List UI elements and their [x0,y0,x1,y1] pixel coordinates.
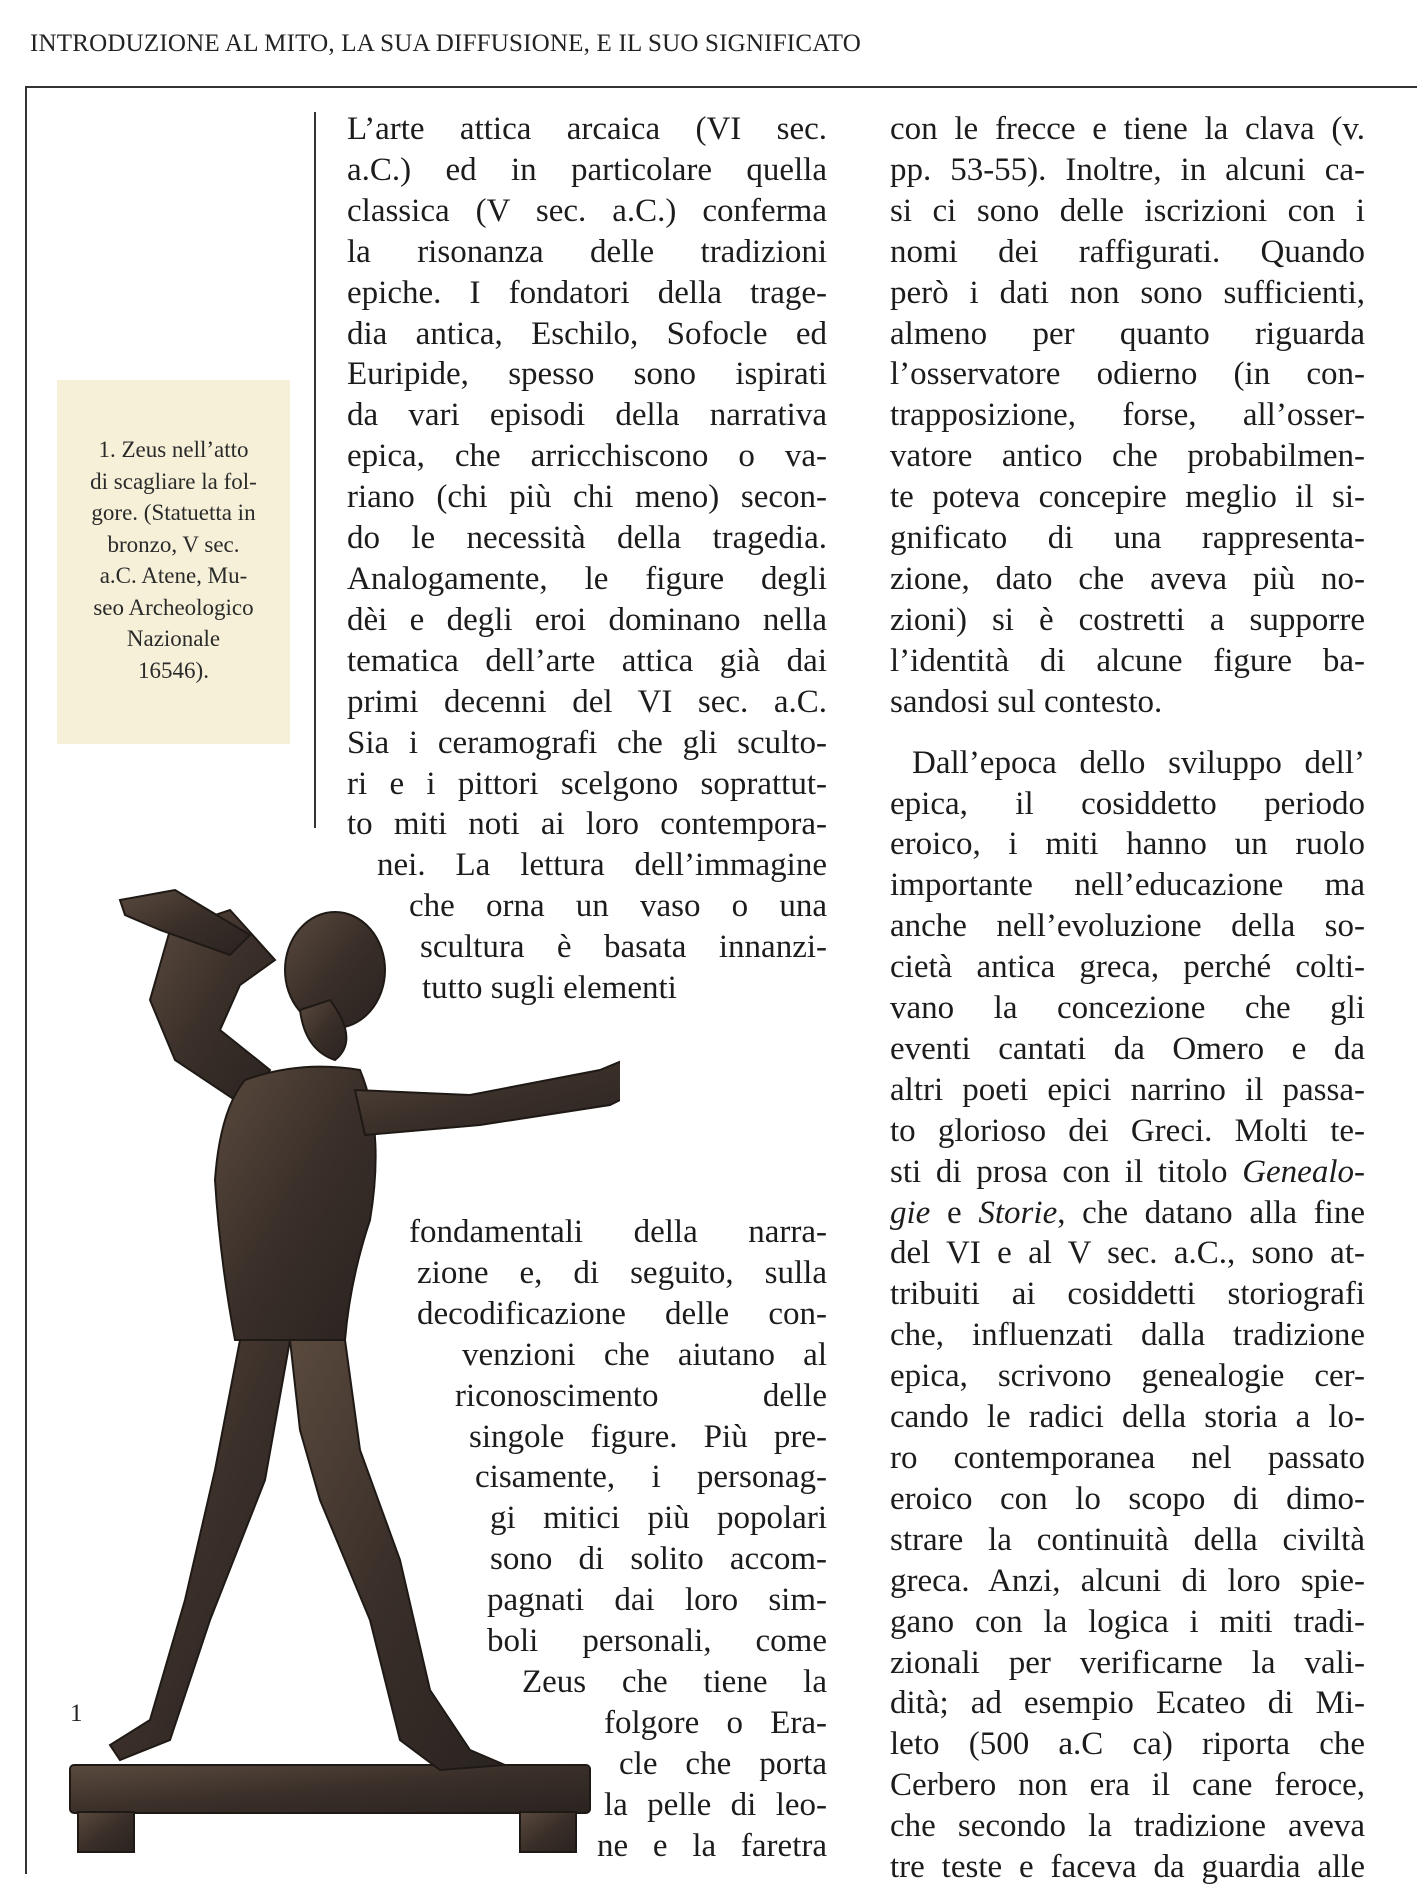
text-line: venzioni che aiutano al [462,1336,827,1373]
text-line: cisamente, i personag- [475,1459,827,1496]
text-line: pagnati dai loro sim- [487,1582,827,1619]
column-rule [314,112,316,828]
text-line: to glorioso dei Greci. Molti te- [890,1112,1365,1149]
text-line: dità; ad esempio Ecateo di Mi- [890,1685,1365,1722]
caption-line: 16546). [138,657,209,683]
text-line: decodificazione delle con- [417,1295,827,1332]
text-line: altri poeti epici narrino il passa- [890,1071,1365,1108]
column-1-top [347,109,827,845]
text-line: Zeus che tiene la [522,1663,827,1700]
frame-left-rule [25,86,27,1874]
caption-line: a.C. Atene, Mu- [99,563,248,588]
text-line: epiche. I fondatori della trage- [347,274,827,311]
text-line: l’osservatore odierno (in con- [890,356,1365,393]
text-line: do le necessità della tragedia. [347,520,827,557]
text-line: sandosi sul contesto. [890,683,1163,720]
text-line: strare la continuità della civiltà [890,1521,1365,1558]
column-1-bottom [347,1212,827,1867]
text-line: primi decenni del VI sec. a.C. [347,683,827,720]
column-2 [890,109,1365,1888]
text-line: Dall’epoca dello sviluppo dell’ [912,744,1365,781]
caption-line: seo Archeologico [93,594,254,620]
caption-line: 1. Zeus nell’atto [98,437,249,462]
text-line: cietà antica greca, perché colti- [890,949,1365,986]
text-line: ri e i pittori scelgono soprattut- [347,765,827,802]
text-line: riano (chi più chi meno) secon- [347,479,827,516]
text-line: leto (500 a.C ca) riporta che [890,1726,1365,1763]
figure-number: 1 [70,1700,83,1727]
caption-line: di scagliare la fol- [90,468,257,494]
running-header: INTRODUZIONE AL MITO, LA SUA DIFFUSIONE, E IL SUO SIGNIFICATO [30,30,861,57]
text-line: ne e la faretra [597,1827,827,1864]
frame-top-rule [25,86,1417,88]
text-line: zione, dato che aveva più no- [890,560,1365,597]
text-line: la pelle di leo- [604,1786,827,1823]
text-line: che orna un vaso o una [409,887,827,924]
caption-line: gore. (Statuetta in [91,500,256,525]
caption-line: bronzo, V sec. [107,531,240,557]
text-line: eroico con lo scopo di dimo- [890,1480,1365,1517]
text-line: gi mitici più popolari [490,1500,827,1537]
column-1-wrap [347,845,827,1009]
text-line: Euripide, spesso sono ispirati [347,356,827,393]
text-line: pp. 53-55). Inoltre, in alcuni ca- [890,151,1365,188]
text-line: epica, scrivono genealogie cer- [890,1358,1365,1395]
text-line: sti di prosa con il titolo Genealo- [890,1153,1365,1190]
text-line: la risonanza delle tradizioni [347,233,827,270]
text-line: gie e Storie, che datano alla fine [890,1194,1365,1231]
text-line: che secondo la tradizione aveva [890,1808,1365,1845]
text-line: folgore o Era- [604,1704,827,1741]
text-line: cle che porta [619,1745,827,1782]
text-line: da vari episodi della narrativa [347,397,827,434]
text-line: nomi dei raffigurati. Quando [890,233,1365,270]
text-line: vatore antico che probabilmen- [890,438,1365,475]
text-line: classica (V sec. a.C.) conferma [347,192,827,229]
text-line: Analogamente, le figure degli [347,560,827,597]
text-line: zionali per verificarne la vali- [890,1644,1365,1681]
text-line: eroico, i miti hanno un ruolo [890,826,1365,863]
text-line: to miti noti ai loro contempora- [347,806,827,843]
text-line: ro contemporanea nel passato [890,1440,1365,1476]
text-line: Cerbero non era il cane feroce, [890,1767,1365,1804]
text-line: epica, che arricchiscono o va- [347,438,827,475]
text-line: si ci sono delle iscrizioni con i [890,192,1365,229]
caption-line: Nazionale [126,626,221,651]
text-line: tematica dell’arte attica già dai [347,642,827,679]
text-line: L’arte attica arcaica (VI sec. [347,111,827,147]
text-line: sono di solito accom- [490,1541,827,1578]
text-line: anche nell’evoluzione della so- [890,908,1365,945]
text-line: con le frecce e tiene la clava (v. [890,111,1365,147]
text-line: tutto sugli elementi [422,969,677,1006]
text-line: dia antica, Eschilo, Sofocle ed [347,315,827,352]
text-line: fondamentali della narra- [409,1214,827,1250]
text-line: te poteva concepire meglio il si- [890,479,1365,516]
text-line: greca. Anzi, alcuni di loro spie- [890,1562,1365,1599]
text-line: scultura è basata innanzi- [420,928,827,965]
text-line: boli personali, come [487,1623,827,1660]
text-line: nei. La lettura dell’immagine [377,847,827,883]
text-line: che, influenzati dalla tradizione [890,1317,1365,1354]
figure-caption [57,380,290,744]
text-line: dèi e degli eroi dominano nella [347,601,827,638]
text-line: epica, il cosiddetto periodo [890,785,1365,822]
text-line: zioni) si è costretti a supporre [890,601,1365,638]
text-line: gnificato di una rappresenta- [890,520,1365,557]
text-line: tre teste e faceva da guardia alle [890,1849,1365,1886]
text-line: riconoscimento delle [455,1377,827,1414]
text-line: vano la concezione che gli [890,990,1365,1027]
text-line: del VI e al V sec. a.C., sono at- [890,1235,1365,1272]
text-line: a.C.) ed in particolare quella [347,151,827,188]
text-line: importante nell’educazione ma [890,867,1365,904]
text-line: cando le radici della storia a lo- [890,1399,1365,1436]
text-line: singole figure. Più pre- [469,1418,827,1455]
text-line: Sia i ceramografi che gli sculto- [347,724,827,761]
text-line: zione e, di seguito, sulla [417,1254,827,1291]
text-line: almeno per quanto riguarda [890,315,1365,352]
text-line: l’identità di alcune figure ba- [890,642,1365,679]
text-line: eventi cantati da Omero e da [890,1030,1365,1067]
text-line: però i dati non sono sufficienti, [890,274,1365,311]
text-line: gano con la logica i miti tradi- [890,1603,1365,1640]
text-line: trapposizione, forse, all’osser- [890,397,1365,434]
text-line: tribuiti ai cosiddetti storiografi [890,1276,1365,1313]
